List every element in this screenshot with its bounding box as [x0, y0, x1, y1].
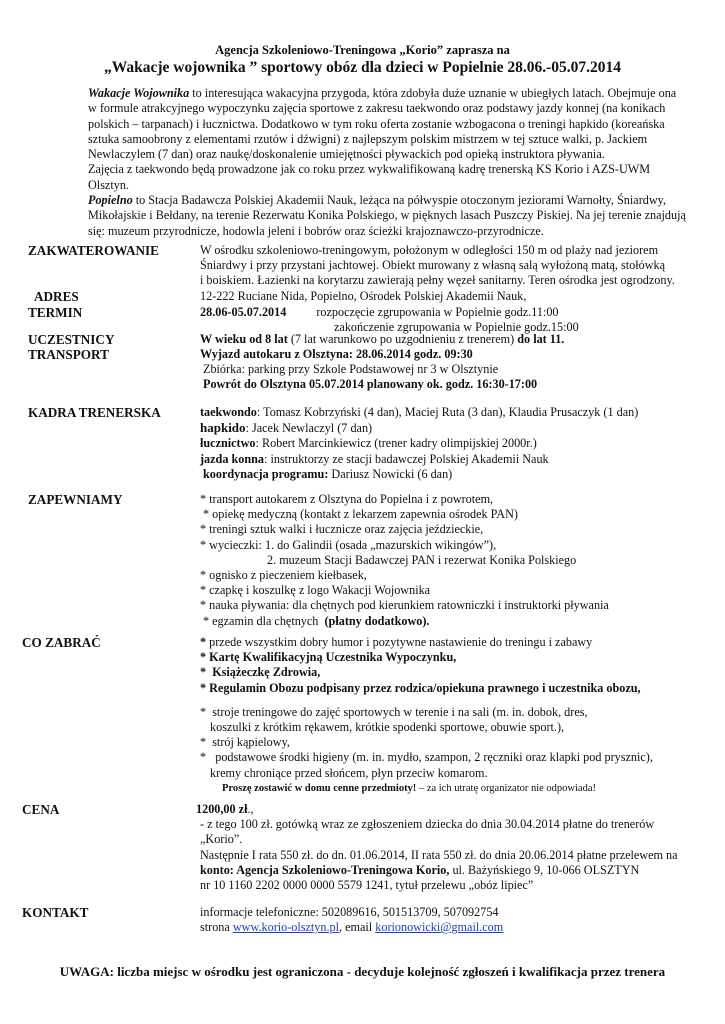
zapewniamy-platny: (płatny dodatkowo). [324, 613, 430, 628]
kadra-text: : Robert Marcinkiewicz (trener kadry olimpijskiej 2000r.) [255, 436, 537, 451]
co-zabrac-warning-bold: Proszę zostawić w domu cenne przedmioty! [222, 782, 417, 794]
zapewniamy-item: * wycieczki: 1. do Galindii (osada „mazurskich wikingów”), [200, 537, 497, 552]
co-zabrac-warning-text: – za ich utratę organizator nie odpowiada! [416, 782, 597, 794]
intro-text1: to interesująca wakacyjna przygoda, która zdobyła duże uznanie w ubiegłych latach. Obejmuje ona w formule atrakcyjnego wypoczynku zajęcia sportowe z zakresu taekwondo oraz podstawy jazdy konnej (na konikach polskich – tarpanach) i łucznictwa. Dodatkowo w tym roku oferta zostanie wzbogacona o treningi hapkido (koreańska sztuka samoobrony z elementami rzutów i dźwigni) z najlepszym polskim mistrzem w tej sztuce walki, p. Jackiem Newlaczylem (7 dan) oraz naukę/doskonalenie umiejętności pływackich pod opieką instruktora pływania. [88, 86, 677, 162]
uwaga-notice: UWAGA: liczba miejsc w ośrodku jest ograniczona - decyduje kolejność zgłoszeń i kwalifikacja przez trenera [59, 964, 666, 979]
zakwaterowanie-line: Śniardwy i przy przystani jachtowej. Obiekt murowany z własną salą wyłożoną matą, stołówką [200, 258, 666, 273]
transport-departure: Wyjazd autokaru z Olsztyna [200, 347, 349, 361]
co-zabrac-text: stroje treningowe do zajęć sportowych w terenie i na sali (m. in. dobok, dres, [212, 704, 588, 719]
section-title-co-zabrac: CO ZABRAĆ [22, 635, 101, 650]
termin-date: 28.06-05.07.2014 [200, 305, 287, 319]
zapewniamy-egzamin: * egzamin dla chętnych [203, 613, 319, 628]
transport-line3: Powrót do Olsztyna 05.07.2014 planowany ok. godz. 16:30-17:00 [203, 377, 538, 392]
kadra-label: koordynacja programu: [203, 466, 329, 481]
intro-paragraph1 [88, 86, 688, 162]
header-title: „Wakacje wojownika ” sportowy obóz dla dzieci w Popielnie 28.06.-05.07.2014 [103, 59, 622, 76]
co-zabrac-item: * Książeczkę Zdrowia, [200, 665, 321, 680]
kadra-row-koordynacja [200, 467, 638, 482]
cena-account: nr 10 1160 2202 0000 0000 5579 1241, tytuł przelewu „obóz lipiec” [200, 878, 534, 893]
cena-line: „Korio”. [200, 832, 243, 847]
co-zabrac-text: podstawowe środki higieny (m. in. mydło, szampon, 2 ręczniki oraz klapki pod prysznic), [215, 750, 653, 765]
zapewniamy-item: * opiekę medyczną (kontakt z lekarzem zapewnia ośrodek PAN) [203, 507, 518, 522]
zakwaterowanie-line: W ośrodku szkoleniowo-treningowym, położonym w odległości 150 m od plaży nad jeziorem [200, 243, 659, 257]
termin-body [200, 305, 579, 335]
cena-line: - z tego 100 zł. gotówką wraz ze zgłoszeniem dziecka do dnia 30.04.2014 płatne do trenerów [200, 817, 655, 832]
intro-paragraph2: Zajęcia z taekwondo będą prowadzone jak co roku przez wykwalifikowaną kadrę trenerską KS Korio i AZS-UWM Olsztyn. [88, 162, 651, 192]
transport-line2: Zbiórka: parking przy Szkole Podstawowej nr 3 w Olsztynie [203, 362, 499, 377]
zakwaterowanie-line: i boiskiem. Łazienki na korytarzu zawierają pełny węzeł sanitarny. Teren ośrodka jest ogrodzony. [200, 273, 675, 288]
co-zabrac-item: * Regulamin Obozu podpisany przez rodzica/opiekuna prawnego i uczestnika obozu, [200, 680, 641, 695]
transport-departure-time: : 28.06.2014 godz. 09:30 [348, 347, 473, 361]
co-zabrac-item: * strój kąpielowy, [200, 735, 290, 750]
kontakt-links [200, 920, 503, 935]
cena-price-line: 1200,00 zł., [196, 802, 254, 816]
kontakt-email-label: , email [339, 920, 376, 935]
section-title-kadra: KADRA TRENERSKA [28, 405, 161, 420]
uczestnicy-max: do lat 11. [517, 332, 565, 346]
zapewniamy-item: * ognisko z pieczeniem kiełbasek, [200, 568, 367, 583]
section-title-uczestnicy: UCZESTNICY [28, 332, 115, 347]
section-title-termin: TERMIN [28, 305, 83, 320]
email-link[interactable]: korionowicki@gmail.com [375, 920, 504, 935]
intro-section [88, 86, 688, 239]
kadra-row-lucznictwo [200, 436, 638, 451]
cena-konto: konto: Agencja Szkoleniowo-Treningowa Korio, [200, 862, 450, 877]
section-title-cena: CENA [22, 802, 60, 817]
zapewniamy-body [200, 492, 609, 629]
kadra-label: łucznictwo [200, 436, 256, 451]
cena-line: Następnie I rata 550 zł. do dn. 01.06.2014, II rata 550 zł. do dnia 20.06.2014 płatne przelewem na [200, 847, 678, 862]
co-zabrac-item: * przede wszystkim dobry humor i pozytywne nastawienie do treningu i zabawy [200, 635, 593, 649]
section-title-zapewniamy: ZAPEWNIAMY [28, 492, 123, 507]
zapewniamy-item [200, 614, 609, 629]
kadra-label: jazda konna [200, 451, 265, 466]
co-zabrac-item: koszulki z krótkim rękawem, krótkie spodenki sportowe, obuwie sport.), [210, 720, 565, 735]
co-zabrac-text: Regulamin Obozu podpisany przez rodzica/opiekuna prawnego i uczestnika obozu, [209, 680, 641, 695]
kadra-text: : Tomasz Kobrzyński (4 dan), Maciej Ruta (3 dan), Klaudia Prusaczyk (1 dan) [256, 405, 639, 419]
kadra-row-jazda [200, 452, 638, 467]
co-zabrac-body [200, 635, 653, 796]
cena-address: ul. Bażyńskiego 9, 10-066 OLSZTYN [449, 862, 640, 877]
kadra-row-hapkido [200, 420, 638, 436]
website-link[interactable]: www.korio-olsztyn.pl [232, 920, 340, 935]
kadra-text: Dariusz Nowicki (6 dan) [328, 466, 453, 481]
cena-line [196, 863, 678, 878]
intro-paragraph3 [88, 193, 688, 239]
kadra-text: : instruktorzy ze stacji badawczej Polskiej Akademii Nauk [264, 451, 549, 466]
cena-price: 1200,00 zł [196, 802, 248, 816]
termin-line-start [200, 305, 579, 320]
intro-lead-wakacje: Wakacje Wojownika [88, 86, 190, 100]
intro-text3: to Stacja Badawcza Polskiej Akademii Nauk, leżąca na półwyspie otoczonym jeziorami Warnołty, Śniardwy, Mikołajskie i Bełdany, na terenie Rezerwatu Konika Polskiego, w pięknych lasach Puszczy Piskiej. Na jej terenie znajdują się: muzeum przyrodnicze, hodowla jeleni i bobrów oraz ścieżki krajoznawczo-przyrodnicze. [88, 193, 686, 238]
header-line1: Agencja Szkoleniowo-Treningowa „Korio” zaprasza na [215, 43, 510, 57]
co-zabrac-text: strój kąpielowy, [212, 735, 290, 750]
co-zabrac-item: * podstawowe środki higieny (m. in. mydło, szampon, 2 ręczniki oraz klapki pod prysznic), [200, 750, 653, 765]
zapewniamy-item: * transport autokarem z Olsztyna do Popielna i z powrotem, [200, 492, 494, 506]
section-title-transport: TRANSPORT [28, 347, 109, 362]
zakwaterowanie-body [200, 243, 675, 289]
co-zabrac-item: * stroje treningowe do zajęć sportowych w terenie i na sali (m. in. dobok, dres, [200, 704, 588, 719]
kontakt-phone: informacje telefoniczne: 502089616, 501513709, 507092754 [200, 905, 499, 919]
termin-start: rozpoczęcie zgrupowania w Popielnie godz.11:00 [316, 305, 559, 319]
termin-end: zakończenie zgrupowania w Popielnie godz.15:00 [334, 320, 579, 335]
section-title-kontakt: KONTAKT [22, 905, 89, 920]
section-title-adres: ADRES [34, 289, 79, 304]
kontakt-body [200, 905, 503, 935]
zapewniamy-item: * nauka pływania: dla chętnych pod kierunkiem ratowniczki i instruktorki pływania [200, 598, 609, 613]
zapewniamy-item: * czapkę i koszulkę z logo Wakacji Wojownika [200, 583, 431, 598]
co-zabrac-text: Kartę Kwalifikacyjną Uczestnika Wypoczynku, [209, 650, 457, 665]
uczestnicy-body [200, 332, 564, 347]
uczestnicy-note: (7 lat warunkowo po uzgodnieniu z trenerem) [287, 332, 518, 346]
zapewniamy-item: 2. muzeum Stacji Badawczej PAN i rezerwat Konika Polskiego [267, 552, 577, 567]
transport-line1 [200, 347, 537, 362]
adres-text: 12-222 Ruciane Nida, Popielno, Ośrodek Polskiej Akademii Nauk, [200, 289, 527, 303]
kadra-text: : Jacek Newlaczyl (7 dan) [245, 421, 373, 436]
transport-body [200, 347, 537, 393]
kadra-label: taekwondo [200, 405, 257, 419]
uczestnicy-age: W wieku od 8 lat [200, 332, 288, 346]
kadra-row-taekwondo [200, 405, 638, 420]
kontakt-strona-label: strona [200, 920, 233, 935]
kadra-label: hapkido [200, 420, 246, 436]
intro-lead-popielno: Popielno [88, 193, 133, 208]
co-zabrac-item: * Kartę Kwalifikacyjną Uczestnika Wypoczynku, [200, 650, 457, 665]
zapewniamy-item: * treningi sztuk walki i łucznicze oraz zajęcia jeździeckie, [200, 522, 484, 537]
cena-body [196, 802, 678, 893]
co-zabrac-warning [200, 781, 653, 796]
co-zabrac-item: kremy chroniące przed słońcem, płyn przeciw komarom. [210, 765, 488, 780]
section-title-zakwaterowanie: ZAKWATEROWANIE [28, 243, 159, 258]
co-zabrac-text: przede wszystkim dobry humor i pozytywne nastawienie do treningu i zabawy [209, 635, 593, 649]
uczestnicy-line [200, 332, 564, 347]
co-zabrac-text: Książeczkę Zdrowia, [212, 665, 321, 680]
kadra-body [200, 405, 638, 482]
